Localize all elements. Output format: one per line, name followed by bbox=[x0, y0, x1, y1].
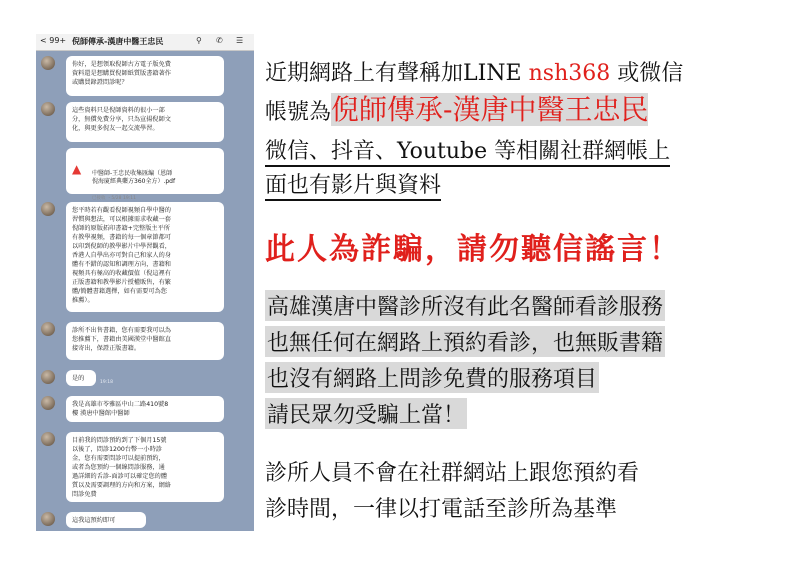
clinic-statement: 也無任何在網路上預約看診，也無販書籍 bbox=[265, 326, 665, 357]
chat-message: 這些資料只是倪師資料的很小一部 分，無償免費分享，只為宣揚倪師文 化，與更多倪友一起交流學習。 bbox=[66, 102, 224, 142]
chat-message: 你好，是想領取倪師古方電子版免費 資料還是想購買倪師紙質版書籍著作 或購買錄證問診呢？ bbox=[66, 56, 224, 96]
chat-screenshot bbox=[36, 34, 254, 531]
chat-message: 這我這預約即可 bbox=[66, 512, 146, 528]
notice-line-1: 近期網路上有聲稱加LINE nsh368 或微信 bbox=[265, 61, 684, 86]
chat-message: 是的 bbox=[66, 370, 96, 386]
chat-message: 您平時若有觀看倪師視頻自學中醫的 習慣與想法，可以根據需求收藏一套 倪師的原版拓印書籍+完整版主平所 有教學視頻，書籍的每一個章節都可 以印到倪師的教學影片中學習觀看， 香港人自學出亦可對自己和家人的身 體有不錯的認知和調理方向，書籍和 視頻具有極高的收藏價值（倪這裡有 正版書籍和教學影片授權販售，有繁 體/簡體書籍選擇，如有需要可為您 推薦）。 bbox=[66, 202, 224, 312]
avatar bbox=[41, 202, 55, 216]
avatar bbox=[41, 396, 55, 410]
booking-policy: 診時間，一律以打電話至診所為基準 bbox=[265, 497, 618, 522]
back-button[interactable]: < 99+ bbox=[40, 36, 67, 45]
chat-header bbox=[36, 34, 254, 51]
clinic-statement: 請民眾勿受騙上當！ bbox=[265, 398, 467, 429]
menu-icon[interactable]: ☰ bbox=[236, 36, 244, 45]
file-name: 中醫師-王忠民收集匯編（恩師 倪海廈經典藥方360全方）.pdf bbox=[92, 170, 176, 185]
avatar bbox=[41, 512, 55, 526]
avatar bbox=[41, 56, 55, 70]
chat-message: 目前我的問診預約到了下個月15號 以後了，問診1200台幣一小時診 金，您有需要問診可以提前預約， 或者為您預約一個線問診服務，通 過詳細的舌診-面診可以確定您的體 質以及需要調理的方向和方案，網絡 問診免費 bbox=[66, 432, 224, 502]
clinic-statement: 高雄漢唐中醫診所沒有此名醫師看診服務 bbox=[265, 290, 665, 321]
notice-line-4: 面也有影片與資料 bbox=[265, 168, 441, 201]
file-message[interactable] bbox=[66, 148, 224, 201]
search-icon[interactable]: ⚲ bbox=[196, 36, 202, 45]
scam-warning: 此人為詐騙，請勿聽信謠言！ bbox=[265, 232, 681, 267]
avatar bbox=[41, 432, 55, 446]
pdf-icon: ▲ bbox=[72, 162, 82, 176]
avatar bbox=[41, 370, 55, 384]
message-time: 19:18 bbox=[100, 380, 113, 385]
avatar bbox=[41, 102, 55, 116]
file-meta: 已接收 ・5/28 19:11 bbox=[92, 196, 136, 201]
phone-icon[interactable]: ✆ bbox=[216, 36, 223, 45]
booking-policy: 診所人員不會在社群網站上跟您預約看 bbox=[265, 461, 640, 486]
clinic-statement: 也沒有網路上問診免費的服務項目 bbox=[265, 362, 599, 393]
avatar bbox=[41, 322, 55, 336]
chat-title: 倪師傳承-漢唐中醫王忠民 bbox=[72, 37, 164, 46]
scam-account-name: 倪師傳承-漢唐中醫王忠民 bbox=[331, 93, 649, 126]
notice-line-2: 帳號為倪師傳承-漢唐中醫王忠民 bbox=[265, 93, 649, 126]
chat-message: 我是高雄市苓雅區中山二路410號8 樓 漢唐中醫館中醫師 bbox=[66, 396, 224, 422]
chat-message: 診所不出售書籍，您有需要我可以為 您推薦下，書籍由美國漢堂中醫館直 接寄出，保證正版書籍。 bbox=[66, 322, 224, 360]
line-id: nsh368 bbox=[528, 61, 611, 86]
notice-line-3: 微信、抖音、Youtube 等相關社群網帳上 bbox=[265, 134, 670, 167]
